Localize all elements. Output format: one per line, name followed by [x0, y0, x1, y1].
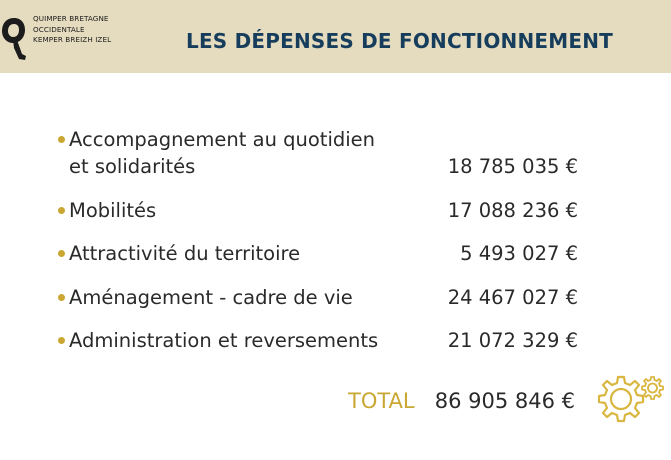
item-amount: 18 785 035 €	[447, 155, 578, 178]
list-item	[58, 128, 578, 182]
logo-text	[33, 14, 111, 46]
logo-line-2: OCCIDENTALE	[33, 24, 85, 34]
bullet-icon	[58, 294, 65, 301]
list-item	[58, 242, 578, 268]
item-label: Mobilités	[69, 199, 157, 222]
logo-line-1: QUIMPER BRETAGNE	[33, 14, 109, 23]
logo	[0, 14, 120, 62]
item-amount: 5 493 027 €	[460, 242, 578, 265]
bullet-icon	[58, 250, 65, 257]
logo-line-3: KEMPER BREIZH IZEL	[33, 35, 112, 44]
total-value: 86 905 846 €	[434, 389, 575, 413]
bullet-icon	[58, 207, 65, 214]
item-amount: 17 088 236 €	[447, 199, 578, 222]
total-label: TOTAL	[348, 389, 415, 413]
page-title: LES DÉPENSES DE FONCTIONNEMENT	[186, 29, 614, 53]
list-item	[58, 329, 578, 355]
bullet-icon	[58, 136, 65, 143]
list-item	[58, 199, 578, 225]
list-item	[58, 286, 578, 312]
gears-icon	[596, 373, 668, 433]
item-label: Attractivité du territoire	[69, 242, 301, 265]
bullet-icon	[58, 337, 65, 344]
item-label-continued: et solidarités	[69, 155, 196, 178]
header-band	[0, 0, 671, 73]
item-amount: 24 467 027 €	[447, 286, 578, 309]
item-label: Administration et reversements	[69, 329, 379, 352]
item-label: Aménagement - cadre de vie	[69, 286, 353, 309]
item-amount: 21 072 329 €	[447, 329, 578, 352]
item-label: Accompagnement au quotidien	[69, 128, 376, 151]
q-logo-icon	[0, 14, 30, 62]
